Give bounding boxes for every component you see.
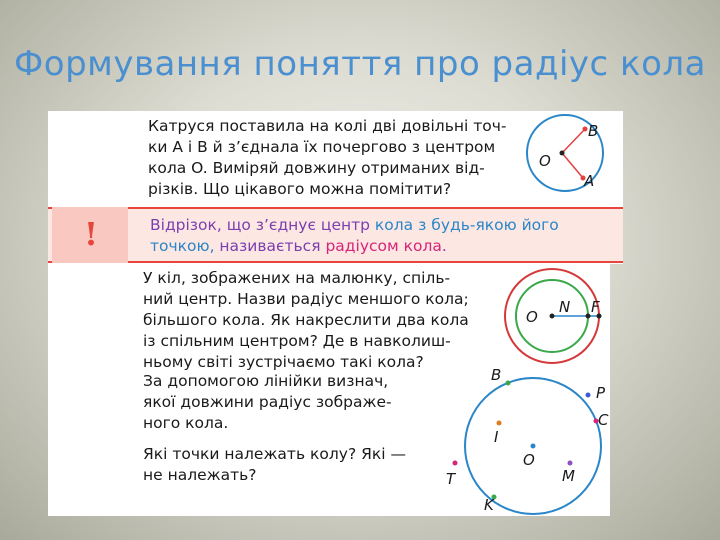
label-k: K: [484, 496, 494, 514]
label-b: B: [588, 122, 599, 140]
figure-circle-radii: [527, 115, 603, 191]
definition-text: Відрізок, що з’єднує центр кола з будь-якою його точкою, називається радіусом кола.: [150, 216, 559, 255]
label-i: I: [494, 428, 499, 446]
task-3-text: За допомогою лінійки визнач, якої довжини радіус зображе- ного кола.: [143, 372, 392, 432]
label-a: A: [584, 172, 595, 190]
point-t: [453, 461, 458, 466]
task-2-text: У кіл, зображених на малюнку, спіль- ний центр. Назви радіус меншого кола; більшого кола. Як накреслити два кола із спільним центром? Де в навколиш- ньому світі зустрічаємо такі кола?: [143, 269, 469, 371]
task-4-text: Які точки належать колу? Які — не належать?: [143, 445, 406, 484]
exclamation-icon: !: [84, 215, 99, 253]
point-p: [586, 393, 591, 398]
label-c: C: [598, 411, 609, 429]
label-n: N: [559, 298, 571, 316]
label-m: M: [562, 467, 575, 485]
page-title: Формування поняття про радіус кола: [14, 44, 706, 84]
task-1-text: Катруся поставила на колі дві довільні точ- ки A і B й з’єднала їх почергово з центром кола O. Виміряй довжину отриманих від- різків. Що цікавого можна помітити?: [148, 117, 507, 198]
figure-concentric-circles: [505, 269, 602, 363]
point-o-2: [550, 314, 555, 319]
point-n: [586, 314, 591, 319]
label-o: O: [539, 152, 551, 170]
label-o-3: O: [523, 451, 535, 469]
figure-points-circle: [446, 366, 609, 514]
point-i: [497, 421, 502, 426]
point-b: [583, 127, 588, 132]
segment-ob: [562, 129, 585, 153]
label-t: T: [446, 470, 456, 488]
label-p: P: [596, 384, 606, 402]
label-b-3: B: [491, 366, 502, 384]
point-m: [568, 461, 573, 466]
point-b-3: [506, 381, 511, 386]
point-o-3: [531, 444, 536, 449]
point-o: [560, 151, 565, 156]
label-o-2: O: [526, 308, 538, 326]
segment-oa: [562, 153, 583, 178]
label-f: F: [591, 298, 600, 316]
